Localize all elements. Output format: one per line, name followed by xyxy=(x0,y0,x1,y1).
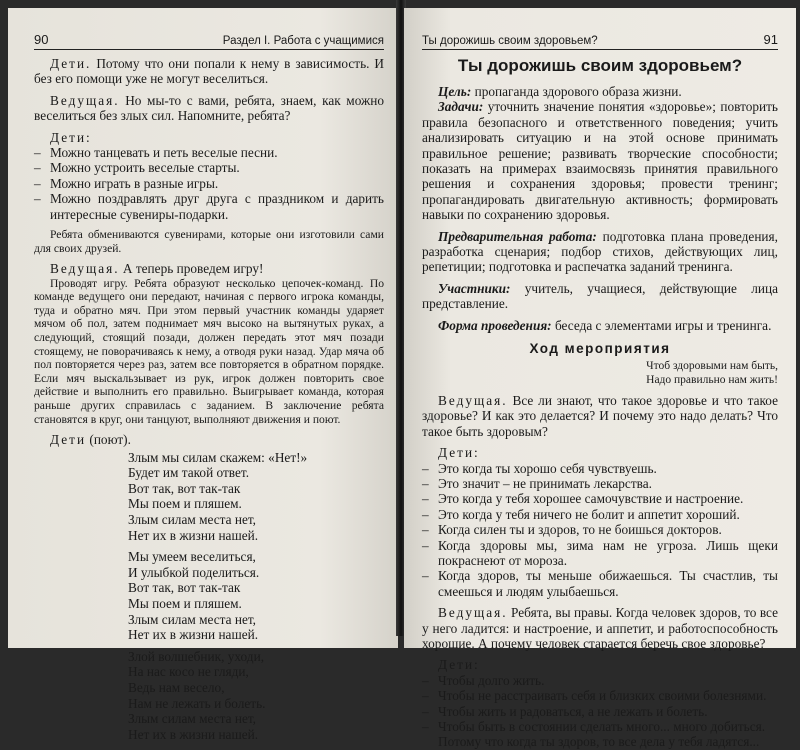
paragraph: Дети. Потому что они попали к нему в зависимость. И без его помощи уже не могут веселиться. xyxy=(34,56,384,87)
left-section-title: Раздел I. Работа с учащимися xyxy=(222,35,384,47)
chapter-title: Ты дорожишь своим здоровьем? xyxy=(457,56,743,75)
stanza: Мы умеем веселиться, И улыбкой поделиться. Вот так, вот так-так Мы поем и пляшем. Злым силам места нет, Нет их в жизни нашей. xyxy=(128,549,260,643)
list-item: – Это когда ты хорошо себя чувствуешь. xyxy=(422,461,778,476)
right-running-head xyxy=(422,8,778,50)
list-item: – Это когда у тебя ничего не болит и аппетит хороший. xyxy=(422,507,778,522)
stage-note: Ребята обмениваются сувенирами, которые они изготовили сами для своих друзей. xyxy=(34,228,384,255)
list-item: – Можно играть в разные игры. xyxy=(34,176,384,191)
list-item: – Когда здоровы мы, зима нам не угроза. Лишь щеки покраснеют от мороза. xyxy=(422,538,778,569)
paragraph: Дети: xyxy=(50,129,92,145)
preparation: Предварительная работа: подготовка плана проведения, разработка сценария; подбор стихов, действующих лиц, репетиции; подготовка и распечатка заданий тренинга. xyxy=(422,228,778,275)
paragraph: Ведущая. Все ли знают, что такое здоровье и что такое здоровье? И как это делается? И почему это надо делать? Что такое быть здоровым? xyxy=(422,392,778,439)
list-item: – Когда здоров, ты меньше обижаешься. Ты счастлив, ты смеешься и людям улыбаешься. xyxy=(422,568,778,599)
left-page xyxy=(8,8,398,742)
paragraph: Ведущая. Ребята, вы правы. Когда человек здоров, то все у него ладится: и настроение, и аппетит, и работоспособность хорошие. А почему человек старается беречь свое здоровье? xyxy=(422,605,778,651)
stanza: Злой волшебник, уходи, На нас косо не гляди, Ведь нам весело, Нам не лежать и болеть. Злым силам места нет, Нет их в жизни нашей. xyxy=(128,648,266,742)
left-running-head xyxy=(34,8,384,50)
tasks: Задачи: уточнить значение понятия «здоровье»; повторить правила безопасного и ответственного поведения; учить анализировать ситуацию и на этой основе принимать правильное решение; развивать творческие способности; показать на примерах взаимосвязь принятия правильного решения и сохранения здоровья; провести тренинг; пропагандировать двигательную активность; формировать навыки по сохранению здоровья. xyxy=(422,99,778,223)
paragraph: Дети (поют). xyxy=(50,432,131,448)
section-subtitle: Ход мероприятия xyxy=(529,341,671,357)
right-page-number: 91 xyxy=(763,32,778,47)
paragraph: Дети: xyxy=(438,445,480,461)
list-item: – Можно танцевать и петь веселые песни. xyxy=(34,145,384,160)
epigraph: Чтоб здоровыми нам быть, Надо правильно нам жить! xyxy=(646,360,778,386)
children-answers-list xyxy=(34,145,384,222)
paragraph: Потому что когда ты здоров, то все дела у тебя ладятся... xyxy=(438,734,760,750)
form: Форма проведения: беседа с элементами игры и тренинга. xyxy=(438,317,772,333)
stanza: Злым мы силам скажем: «Нет!» Будет им такой ответ. Вот так, вот так-так Мы поем и пляшем. Злым силам места нет, Нет их в жизни нашей. xyxy=(128,449,308,543)
list-item: – Это когда у тебя хорошее самочувствие и настроение. xyxy=(422,491,778,506)
paragraph: Ведущая. Но мы-то с вами, ребята, знаем, как можно веселиться без злых сил. Напомните, ребята? xyxy=(34,92,384,124)
why-health-list xyxy=(422,673,778,735)
list-item: – Чтобы долго жить. xyxy=(422,673,778,688)
left-page-number: 90 xyxy=(34,32,49,47)
paragraph: Ведущая. А теперь проведем игру! xyxy=(50,261,264,277)
list-item: – Чтобы жить и радоваться, а не лежать и болеть. xyxy=(422,704,778,719)
list-item: – Чтобы не расстраивать себя и близких своими болезнями. xyxy=(422,688,778,703)
song-lyrics xyxy=(34,450,384,743)
participants: Участники: учитель, учащиеся, действующие лица представление. xyxy=(422,280,778,312)
right-page xyxy=(404,8,796,750)
right-section-title: Ты дорожишь своим здоровьем? xyxy=(422,35,598,47)
paragraph: Дети: xyxy=(438,657,480,673)
health-answers-list xyxy=(422,461,778,600)
list-item: – Это значит – не принимать лекарства. xyxy=(422,476,778,491)
goal: Цель: пропаганда здорового образа жизни. xyxy=(438,84,682,99)
game-description: Проводят игру. Ребята образуют несколько цепочек-команд. По команде ведущего они передают, начиная с первого игрока команды, туда и обратно мяч. При этом первый участник команды ударяет мячом об пол, затем поднимает мяч высоко на вытянутых руках, а следующий, стоящий позади, должен передать этот мяч позади стоящему, не поворачиваясь к нему, а отводя руки назад. Удар мяча об пол повторяется через раз, затем все повторяется в обратном порядке. Если мяч выскальзывает из рук, игрок должен повторить свое действие и выполнить его правильно. Выигрывает команда, которая раньше других справилась с заданием. В заключение ребята становятся в круг, они танцуют, выполняют движения и поют. xyxy=(34,276,384,426)
list-item: – Когда силен ты и здоров, то не боишься докторов. xyxy=(422,522,778,537)
list-item: – Можно поздравлять друг друга с праздником и дарить интересные сувениры-подарки. xyxy=(34,191,384,222)
list-item: – Можно устроить веселые старты. xyxy=(34,160,384,175)
list-item: – Чтобы быть в состоянии сделать много... много добиться. xyxy=(422,719,778,734)
